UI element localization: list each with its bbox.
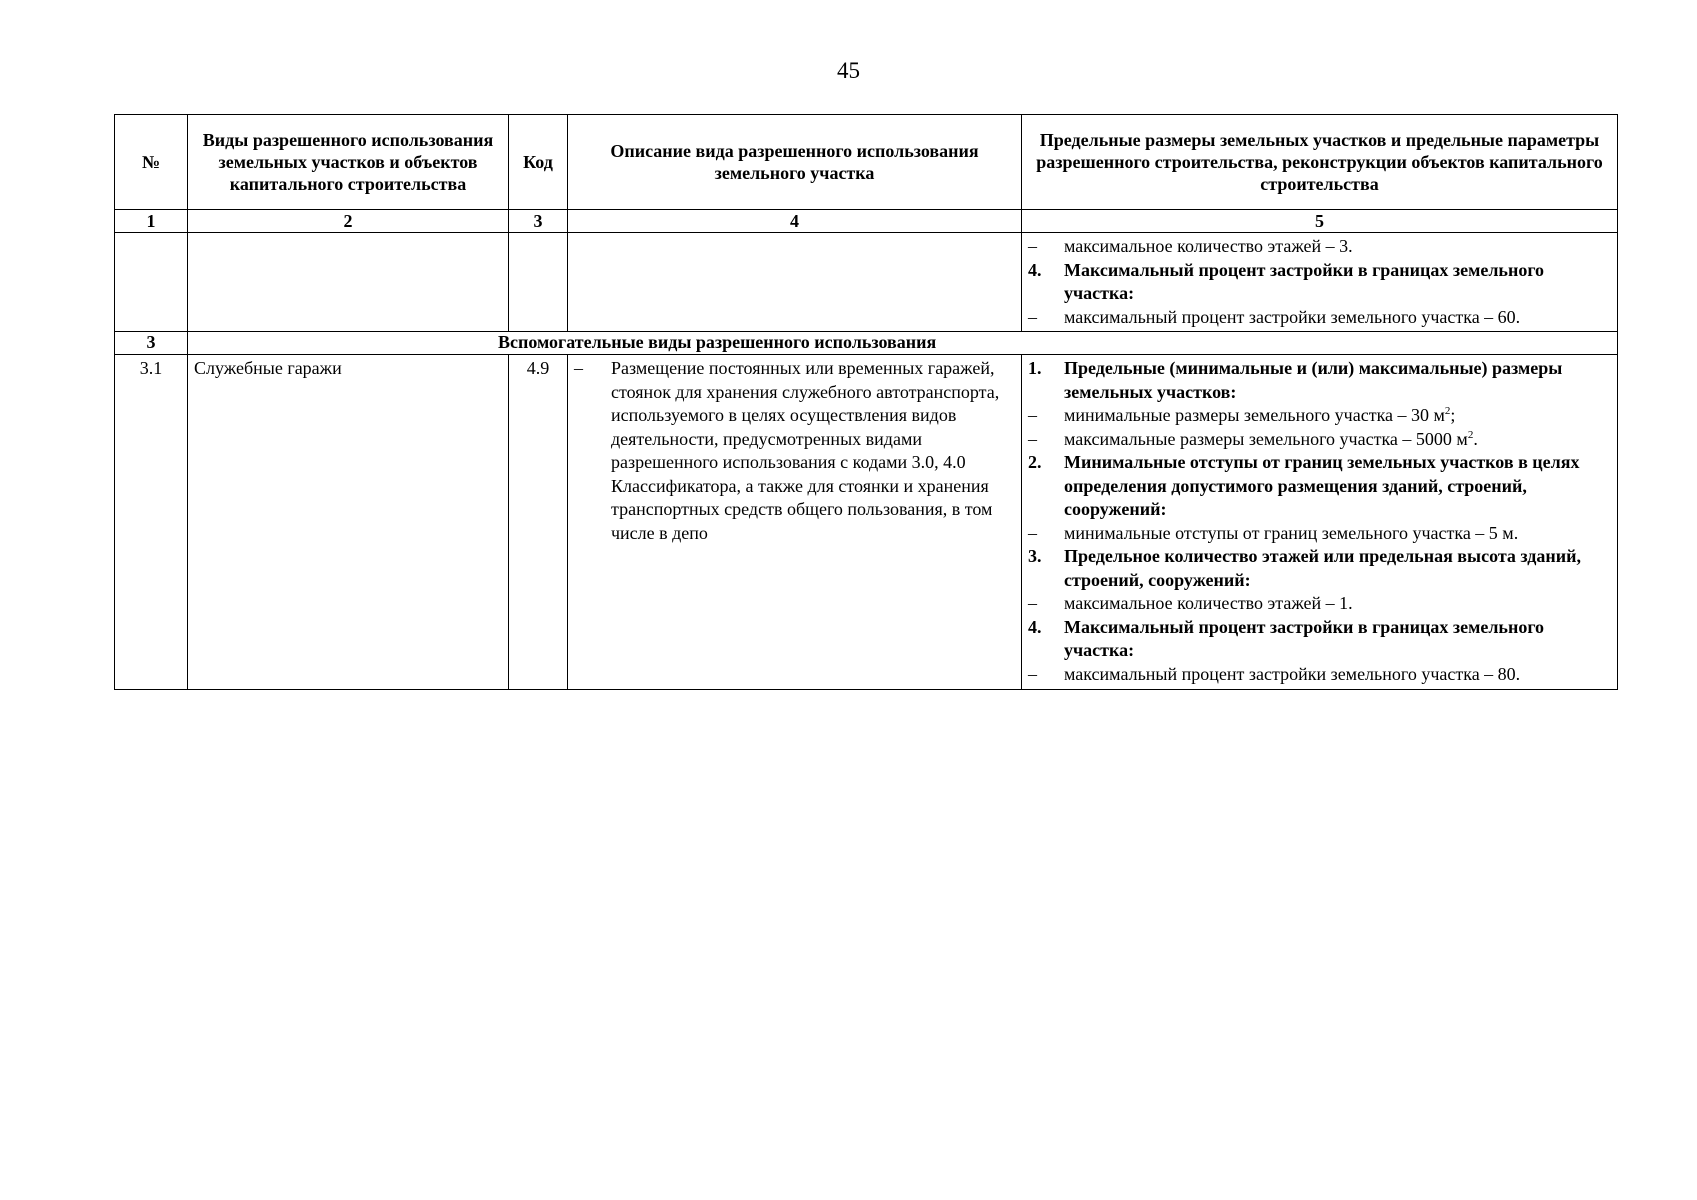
empty-cell <box>188 233 509 332</box>
list-item-text: минимальные отступы от границ земельного участка – 5 м. <box>1064 522 1519 543</box>
text: минимальные размеры земельного участка – 30 м <box>1064 405 1445 425</box>
list-item-text: Максимальный процент застройки в границах земельного участка: <box>1064 616 1545 660</box>
list-item <box>1022 259 1617 306</box>
section-title: Вспомогательные виды разрешенного использования <box>188 332 1618 355</box>
list-marker: – <box>574 358 583 378</box>
description-item <box>568 357 1021 545</box>
list-item-text: максимальный процент застройки земельного участка – 80. <box>1064 663 1521 684</box>
header-limits: Предельные размеры земельных участков и предельные параметры разрешенного строительства, реконструкции объектов капитального строительства <box>1022 115 1618 210</box>
list-marker: – <box>1028 663 1037 684</box>
column-number: 1 <box>115 210 188 233</box>
list-marker: – <box>1028 306 1037 327</box>
list-item-text: максимальное количество этажей – 3. <box>1064 236 1353 256</box>
column-number: 2 <box>188 210 509 233</box>
header-no: № <box>115 115 188 210</box>
column-number: 4 <box>568 210 1022 233</box>
list-item-text: максимальное количество этажей – 1. <box>1064 593 1353 613</box>
suffix: ; <box>1450 405 1456 425</box>
header-description: Описание вида разрешенного использования земельного участка <box>568 115 1022 210</box>
list-marker: – <box>1028 236 1037 256</box>
description-cell <box>568 355 1022 690</box>
list-marker: – <box>1028 405 1037 425</box>
continuation-row <box>115 233 1618 332</box>
list-marker: 4. <box>1028 259 1042 280</box>
list-item-text: Минимальные отступы от границ земельных участков в целях определения допустимого размещения зданий, строений, сооружений: <box>1064 452 1580 519</box>
list-item <box>1022 404 1617 428</box>
superscript: 2 <box>1444 405 1451 417</box>
text: максимальные размеры земельного участка – 5000 м <box>1064 428 1468 449</box>
header-types: Виды разрешенного использования земельных участков и объектов капитального строительства <box>188 115 509 210</box>
list-marker: – <box>1028 428 1037 449</box>
list-item-text <box>1064 404 1617 428</box>
suffix: . <box>1473 428 1478 449</box>
table-row <box>115 355 1618 690</box>
list-item-text: Максимальный процент застройки в границах земельного участка: <box>1064 259 1545 303</box>
limits-cell <box>1022 355 1618 690</box>
list-marker: – <box>1028 593 1037 613</box>
section-row <box>115 332 1618 355</box>
row-number: 3.1 <box>115 355 188 690</box>
list-item <box>1022 235 1617 259</box>
use-code: 4.9 <box>509 355 568 690</box>
land-use-table <box>114 114 1618 690</box>
use-type-name: Служебные гаражи <box>188 355 509 690</box>
continuation-limits-cell <box>1022 233 1618 332</box>
header-row <box>115 115 1618 210</box>
list-marker: 4. <box>1028 616 1042 637</box>
list-item <box>1022 592 1617 616</box>
list-marker: 2. <box>1028 452 1042 472</box>
list-item <box>1022 306 1617 330</box>
description-text: Размещение постоянных или временных гаражей, стоянок для хранения служебного автотранспорта, используемого в целях осуществления видов деятельности, предусмотренных видами разрешенного использования с кодами 3.0, 4.0 Классификатора, а также для стоянки и хранения транспортных средств общего пользования, в том числе в депо <box>611 358 1000 543</box>
list-item <box>1022 616 1617 663</box>
empty-cell <box>509 233 568 332</box>
empty-cell <box>115 233 188 332</box>
column-number: 5 <box>1022 210 1618 233</box>
section-number: 3 <box>115 332 188 355</box>
list-marker: 1. <box>1028 358 1042 378</box>
column-number-row <box>115 210 1618 233</box>
column-number: 3 <box>509 210 568 233</box>
list-item <box>1022 357 1617 404</box>
empty-cell <box>568 233 1022 332</box>
list-item <box>1022 663 1617 687</box>
page-number: 45 <box>837 58 860 83</box>
list-item <box>1022 545 1617 592</box>
list-item-text: Предельные (минимальные и (или) максимальные) размеры земельных участков: <box>1064 358 1563 402</box>
superscript: 2 <box>1467 428 1474 441</box>
list-item-text: Предельное количество этажей или предельная высота зданий, строений, сооружений: <box>1064 546 1582 590</box>
list-marker: – <box>1028 522 1037 543</box>
list-marker: 3. <box>1028 546 1042 566</box>
list-item-text <box>1064 428 1617 452</box>
list-item-text: максимальный процент застройки земельного участка – 60. <box>1064 306 1521 327</box>
list-item <box>1022 522 1617 546</box>
header-code: Код <box>509 115 568 210</box>
list-item <box>1022 451 1617 522</box>
list-item <box>1022 428 1617 452</box>
